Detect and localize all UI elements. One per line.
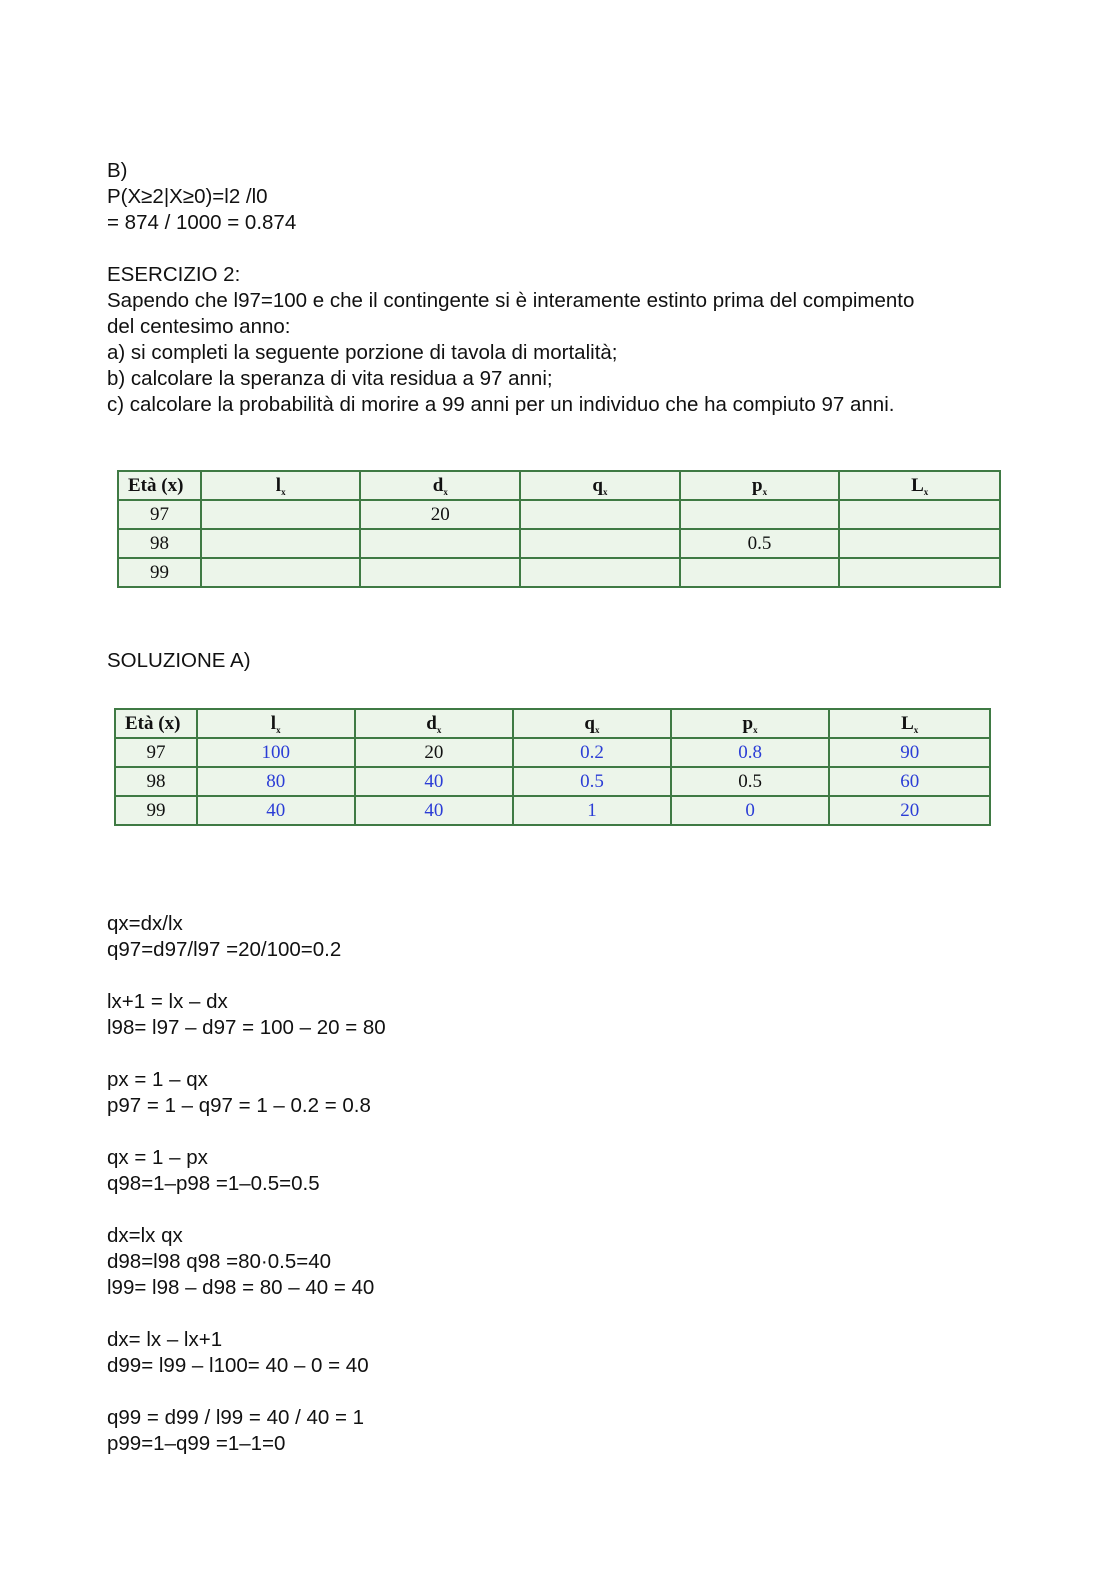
cell-px: [680, 500, 840, 529]
cell-age: 98: [118, 529, 201, 558]
header-age: Età (x): [118, 471, 201, 500]
cell-dx: [360, 558, 520, 587]
calc-line: dx= lx – lx+1: [107, 1328, 223, 1351]
cell-lx: [201, 558, 361, 587]
cell-px: 0.5: [671, 767, 830, 796]
header-qx: $q_x$: [520, 471, 680, 500]
header-lx: $l_x$: [201, 471, 361, 500]
table-row: [118, 558, 1000, 587]
header-Lx: $L_x$: [829, 709, 990, 738]
cell-px: 0.8: [671, 738, 830, 767]
exercise-item-a: a) si completi la seguente porzione di tavola di mortalità;: [107, 341, 618, 364]
exercise-text-1: Sapendo che l97=100 e che il contingente si è interamente estinto prima del compimento: [107, 289, 915, 312]
header-Lx: $L_x$: [839, 471, 1000, 500]
table-header-row: [115, 709, 990, 738]
cell-px: 0.5: [680, 529, 840, 558]
part-b-formula: P(X≥2|X≥0)=l2 /l0: [107, 185, 268, 208]
cell-px: 0: [671, 796, 830, 825]
calc-line: px = 1 – qx: [107, 1068, 208, 1091]
cell-qx: 0.2: [513, 738, 671, 767]
cell-dx: [360, 529, 520, 558]
table-row: [118, 529, 1000, 558]
cell-dx: 40: [355, 796, 514, 825]
cell-lx: 80: [197, 767, 355, 796]
calc-line: qx = 1 – px: [107, 1146, 208, 1169]
part-b-result: = 874 / 1000 = 0.874: [107, 211, 297, 234]
table-header-row: [118, 471, 1000, 500]
calc-line: lx+1 = lx – dx: [107, 990, 228, 1013]
header-px: $p_x$: [671, 709, 830, 738]
header-px: $p_x$: [680, 471, 840, 500]
cell-Lx: [839, 558, 1000, 587]
calc-line: q97=d97/l97 =20/100=0.2: [107, 938, 342, 961]
cell-dx: 40: [355, 767, 514, 796]
cell-qx: [520, 529, 680, 558]
cell-lx: [201, 500, 361, 529]
part-b-label: B): [107, 159, 128, 182]
header-lx: $l_x$: [197, 709, 355, 738]
calc-line: p99=1–q99 =1–1=0: [107, 1432, 286, 1455]
cell-Lx: [839, 529, 1000, 558]
table-row: [115, 796, 990, 825]
cell-age: 99: [115, 796, 197, 825]
calc-line: d98=l98 q98 =80·0.5=40: [107, 1250, 331, 1273]
calc-line: d99= l99 – l100= 40 – 0 = 40: [107, 1354, 369, 1377]
cell-lx: [201, 529, 361, 558]
cell-Lx: [839, 500, 1000, 529]
header-dx: $d_x$: [355, 709, 514, 738]
cell-Lx: 90: [829, 738, 990, 767]
cell-qx: [520, 558, 680, 587]
calc-line: l99= l98 – d98 = 80 – 40 = 40: [107, 1276, 375, 1299]
cell-px: [680, 558, 840, 587]
header-dx: $d_x$: [360, 471, 520, 500]
cell-age: 99: [118, 558, 201, 587]
cell-dx: 20: [355, 738, 514, 767]
mortality-table-solution: [114, 708, 991, 826]
cell-qx: [520, 500, 680, 529]
cell-lx: 100: [197, 738, 355, 767]
mortality-table-exercise: [117, 470, 1001, 588]
calc-line: q99 = d99 / l99 = 40 / 40 = 1: [107, 1406, 365, 1429]
exercise-title: ESERCIZIO 2:: [107, 263, 241, 286]
solution-title: SOLUZIONE A): [107, 649, 251, 672]
table-row: [115, 767, 990, 796]
cell-qx: 0.5: [513, 767, 671, 796]
cell-age: 97: [115, 738, 197, 767]
calc-line: l98= l97 – d97 = 100 – 20 = 80: [107, 1016, 386, 1039]
exercise-text-2: del centesimo anno:: [107, 315, 291, 338]
exercise-item-b: b) calcolare la speranza di vita residua a 97 anni;: [107, 367, 553, 390]
table-row: [115, 738, 990, 767]
exercise-item-c: c) calcolare la probabilità di morire a 99 anni per un individuo che ha compiuto 97 anni.: [107, 393, 895, 416]
cell-dx: 20: [360, 500, 520, 529]
cell-lx: 40: [197, 796, 355, 825]
calc-line: qx=dx/lx: [107, 912, 183, 935]
cell-Lx: 60: [829, 767, 990, 796]
calc-line: q98=1–p98 =1–0.5=0.5: [107, 1172, 320, 1195]
table-row: [118, 500, 1000, 529]
header-age: Età (x): [115, 709, 197, 738]
cell-age: 97: [118, 500, 201, 529]
header-qx: $q_x$: [513, 709, 671, 738]
cell-Lx: 20: [829, 796, 990, 825]
calc-line: dx=lx qx: [107, 1224, 183, 1247]
cell-qx: 1: [513, 796, 671, 825]
cell-age: 98: [115, 767, 197, 796]
calc-line: p97 = 1 – q97 = 1 – 0.2 = 0.8: [107, 1094, 371, 1117]
